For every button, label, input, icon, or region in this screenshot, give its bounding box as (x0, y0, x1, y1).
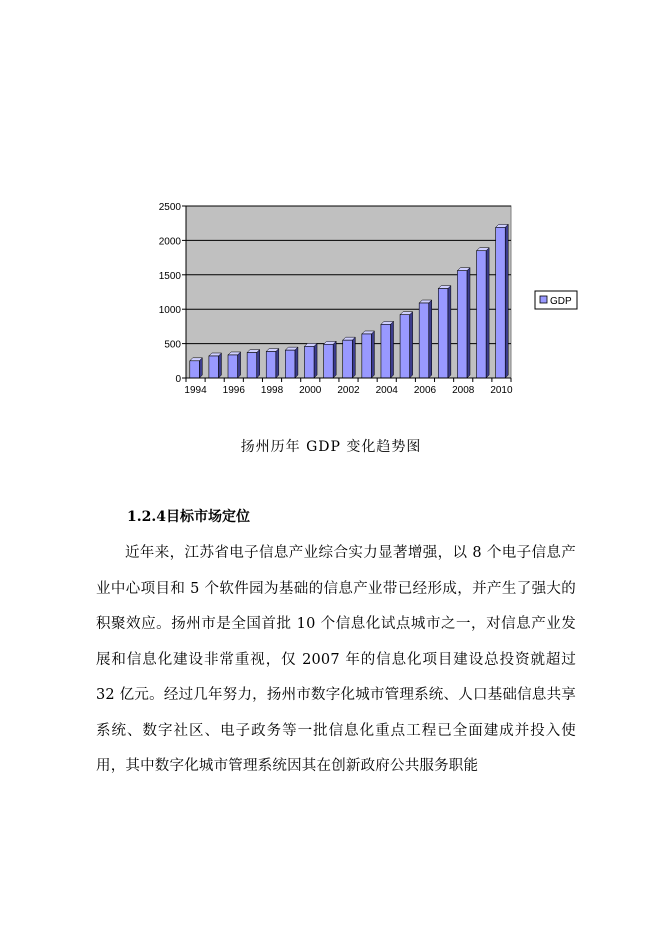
x-tick-label: 2004 (375, 385, 398, 396)
y-tick-label: 2500 (158, 202, 181, 213)
x-tick-label: 2006 (413, 385, 437, 396)
bar-2005 (400, 315, 410, 378)
bar-2004 (381, 324, 391, 378)
legend-swatch (540, 296, 547, 303)
bar-side (505, 224, 508, 378)
bar-side (218, 353, 221, 378)
x-axis (184, 378, 513, 396)
x-tick-label: 1996 (222, 385, 245, 396)
chart-caption: 扬州历年 GDP 变化趋势图 (240, 439, 422, 455)
bar-2010 (496, 227, 506, 378)
x-tick-label: 2002 (337, 385, 360, 396)
gdp-bar-chart (0, 0, 662, 420)
bar-side (486, 248, 489, 378)
bar-1995 (209, 356, 219, 378)
bar-side (333, 341, 336, 378)
bar-side (391, 321, 394, 378)
bar-2001 (324, 344, 334, 378)
bar-side (448, 286, 451, 378)
bar-side (257, 350, 260, 378)
x-tick-label: 1998 (260, 385, 284, 396)
bar-side (295, 347, 298, 378)
bar-1994 (190, 361, 200, 378)
x-tick-label: 2000 (299, 385, 322, 396)
y-tick-label: 2000 (158, 236, 181, 248)
x-tick-label: 2008 (452, 385, 475, 396)
bar-2003 (362, 334, 372, 378)
y-tick-label: 1500 (158, 270, 181, 282)
y-tick-label: 1000 (158, 305, 181, 317)
bar-1999 (285, 350, 295, 378)
bar-1997 (247, 353, 257, 378)
legend (535, 291, 577, 309)
bar-side (238, 352, 241, 378)
bar-2008 (457, 271, 467, 378)
body-paragraph: 近年来，江苏省电子信息产业综合实力显著增强，以 8 个电子信息产业中心项目和 5 个软件园为基础的信息产业带已经形成，并产生了强大的积聚效应。扬州市是全国首批 10 个信息化试点城市之一，对信息产业发展和信息化建设非常重视，仅 2007 年的信息化项目建设总投资就超过 32 亿元。经过几年努力，扬州市数字化城市管理系统、人口基础信息共享系统、数字社区、电子政务等一批信息化重点工程已全面建成并投入使用，其中数字化城市管理系统因其在创新政府公共服务职能 (96, 545, 576, 774)
bar-2000 (304, 346, 314, 378)
section-heading: 1.2.4目标市场定位 (127, 509, 250, 525)
bar-side (314, 343, 317, 378)
bar-side (429, 300, 432, 378)
bar-side (276, 349, 279, 378)
bar-side (199, 358, 202, 378)
legend-label: GDP (550, 296, 572, 307)
bar-side (410, 312, 413, 378)
y-tick-label: 500 (164, 339, 181, 351)
x-tick-label: 2010 (490, 385, 513, 396)
bar-side (371, 331, 374, 378)
bar-2006 (419, 303, 429, 378)
bar-side (352, 337, 355, 378)
bar-2009 (477, 251, 487, 378)
x-tick-label: 1994 (184, 385, 207, 396)
bar-1996 (228, 355, 238, 378)
y-axis (159, 202, 186, 385)
bar-side (467, 268, 470, 378)
bar-2007 (438, 289, 448, 378)
y-tick-label: 0 (175, 374, 181, 385)
bar-1998 (266, 352, 276, 378)
bar-2002 (343, 340, 353, 378)
